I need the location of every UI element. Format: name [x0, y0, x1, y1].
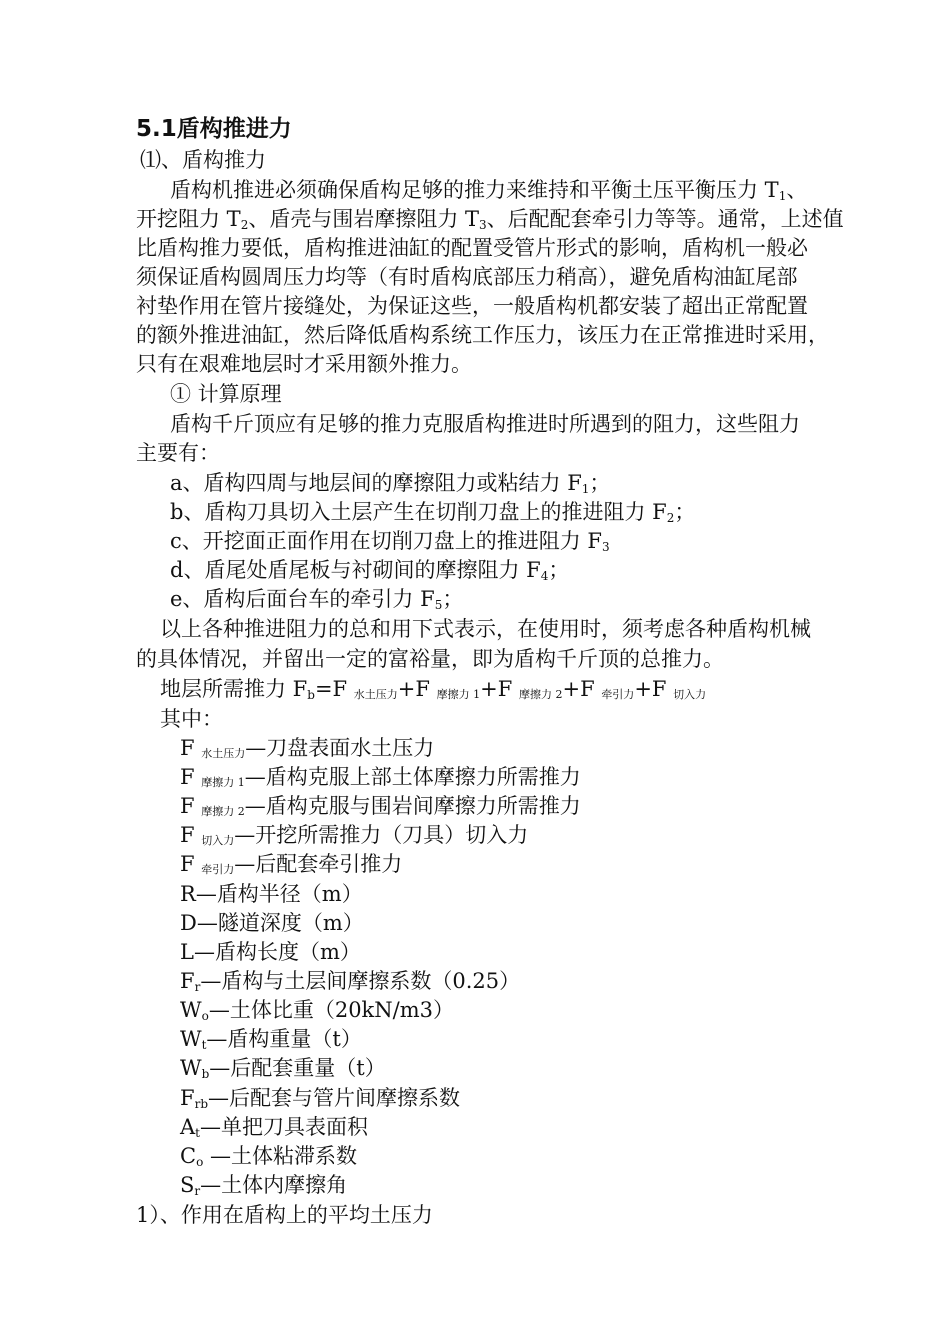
- definition-item: F $_{切入力}$—开挖所需推力（刀具）切入力: [180, 823, 529, 847]
- intro-line-6: 的额外推进油缸，然后降低盾构系统工作压力，该压力在正常推进时采用，: [136, 323, 829, 347]
- resistance-item: a、盾构四周与地层间的摩擦阻力或粘结力 $F_1$；: [170, 471, 611, 496]
- summary-line-2: 的具体情况，并留出一定的富裕量，即为盾构千斤顶的总推力。: [136, 647, 724, 671]
- definition-item: R—盾构半径（m）: [180, 882, 363, 906]
- subheading: ⑴、盾构推力: [140, 148, 266, 172]
- resistance-item: b、盾构刀具切入土层产生在切削刀盘上的推进阻力 $F_2$；: [170, 500, 696, 525]
- definition-item: $C_o$ —土体粘滞系数: [180, 1144, 357, 1169]
- definition-item: F $_{牵引力}$—后配套牵引推力: [180, 852, 403, 876]
- intro-line-1: 盾构机推进必须确保盾构足够的推力来维持和平衡土压平衡压力 $T_1$、: [170, 178, 808, 203]
- resistance-item: e、盾构后面台车的牵引力 $F_5$；: [170, 587, 464, 612]
- definition-item: F $_{摩擦力 2}$—盾构克服与围岩间摩擦力所需推力: [180, 794, 581, 818]
- intro-line-4: 须保证盾构圆周压力均等（有时盾构底部压力稍高），避免盾构油缸尾部: [136, 265, 798, 289]
- principle-title: ① 计算原理: [170, 382, 282, 406]
- resistance-item: c、开挖面正面作用在切削刀盘上的推进阻力 $F_3$: [170, 529, 610, 554]
- definition-item: $F_{rb}—$后配套与管片间摩擦系数: [180, 1086, 460, 1111]
- subsection-title: 1）、作用在盾构上的平均土压力: [136, 1203, 433, 1227]
- intro-line-2: 开挖阻力 $T_2$、盾壳与围岩摩擦阻力 $T_3$、后配配套牵引力等等。通常，上述值: [136, 207, 844, 232]
- definition-item: $W_b—$后配套重量（t）: [180, 1056, 386, 1081]
- definition-item: F $_{摩擦力 1}$—盾构克服上部土体摩擦力所需推力: [180, 765, 581, 789]
- intro-line-3: 比盾构推力要低，盾构推进油缸的配置受管片形式的影响，盾构机一般必: [136, 236, 808, 260]
- intro-line-7: 只有在艰难地层时才采用额外推力。: [136, 352, 472, 376]
- principle-line-1: 盾构千斤顶应有足够的推力克服盾构推进时所遇到的阻力，这些阻力: [170, 412, 800, 436]
- where-label: 其中：: [160, 707, 223, 731]
- intro-line-5: 衬垫作用在管片接缝处，为保证这些，一般盾构机都安装了超出正常配置: [136, 294, 808, 318]
- definition-item: $W_o—$土体比重（20kN/m3）: [180, 998, 454, 1023]
- principle-line-2: 主要有：: [136, 441, 220, 465]
- definition-item: $A_t—$单把刀具表面积: [180, 1115, 368, 1140]
- resistance-item: d、盾尾处盾尾板与衬砌间的摩擦阻力 $F_4$；: [170, 558, 570, 583]
- definition-item: $S_r—$土体内摩擦角: [180, 1173, 348, 1198]
- definition-item: $F_r—$盾构与土层间摩擦系数（0.25）: [180, 969, 521, 994]
- definition-item: D—隧道深度（m）: [180, 911, 364, 935]
- definition-item: F $_{水土压力}$—刀盘表面水土压力: [180, 736, 435, 760]
- section-heading: 5.1盾构推进力: [136, 116, 292, 142]
- definition-item: $W_t—$盾构重量（t）: [180, 1027, 362, 1052]
- definition-item: L—盾构长度（m）: [180, 940, 361, 964]
- thrust-formula: 地层所需推力 $F_b=F$ $_{水土压力}$+F $_{摩擦力 1}$+F $_{摩擦力 2}$+F $_{牵引力}$+F $_{切入力}$: [160, 677, 707, 702]
- summary-line-1: 以上各种推进阻力的总和用下式表示，在使用时，须考虑各种盾构机械: [160, 617, 811, 641]
